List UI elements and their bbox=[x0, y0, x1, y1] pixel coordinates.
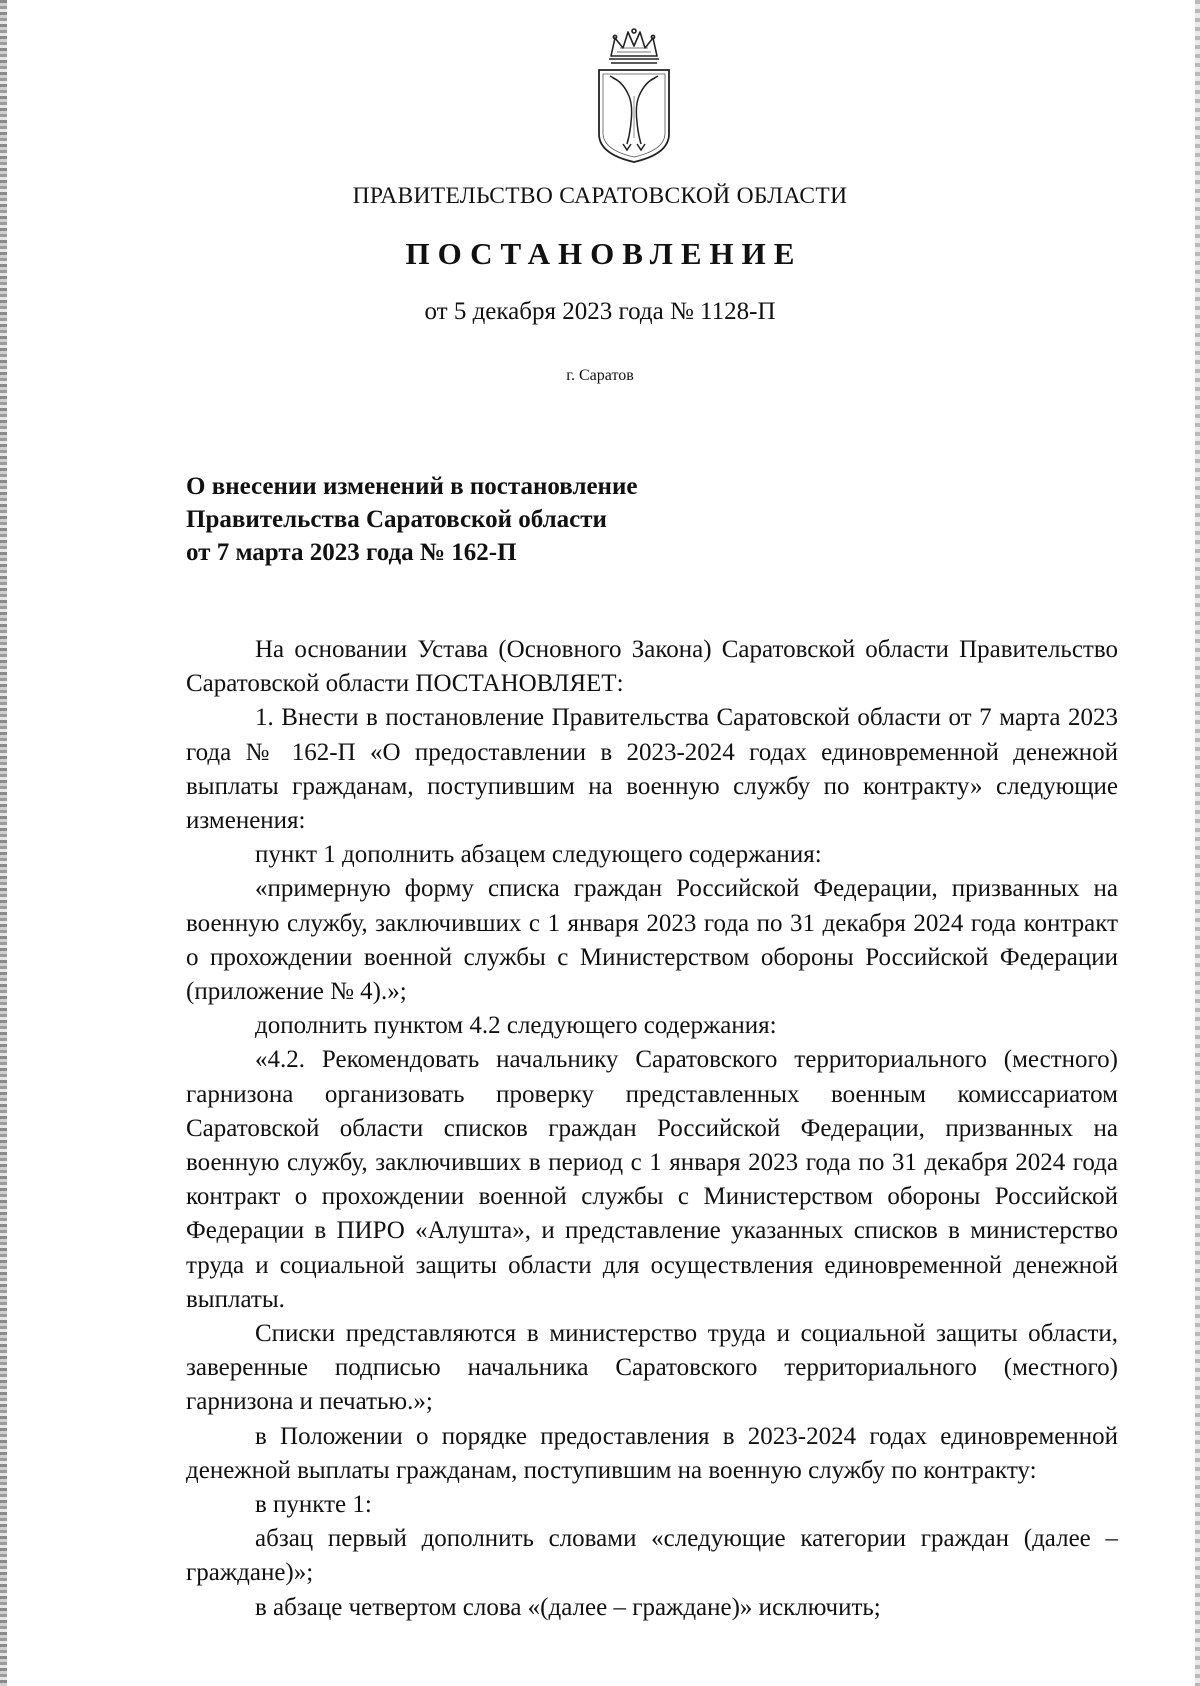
coat-of-arms-icon bbox=[593, 26, 675, 164]
body-paragraph: в пункте 1: bbox=[255, 1491, 372, 1519]
body-paragraph: На основании Устава (Основного Закона) Саратовской области Правительство Саратовской области ПОСТАНОВЛЯЕТ: bbox=[186, 636, 1118, 698]
document-type: ПОСТАНОВЛЕНИЕ bbox=[405, 236, 803, 271]
title-line: Правительства Саратовской области bbox=[186, 506, 607, 533]
body-paragraph: в абзаце четвертом слова «(далее – граждане)» исключить; bbox=[255, 1593, 881, 1621]
title-line: О внесении изменений в постановление bbox=[186, 473, 638, 500]
body-paragraph: абзац первый дополнить словами «следующие категории граждан (далее – граждане)»; bbox=[186, 1525, 1118, 1587]
body-paragraph: 1. Внести в постановление Правительства Саратовской области от 7 марта 2023 года № 162-П «О предоставлении в 2023-2024 годах единовременной денежной выплаты гражданам, поступившим на военную службу по контракту» следующие изменения: bbox=[186, 704, 1118, 835]
document-city: г. Саратов bbox=[566, 367, 634, 384]
body-paragraph: Списки представляются в министерство труда и социальной защиты области, заверенные подписью начальника Саратовского территориального (местного) гарнизона и печатью.»; bbox=[186, 1320, 1118, 1416]
body-paragraph: «примерную форму списка граждан Российской Федерации, призванных на военную службу, заключивших с 1 января 2023 года по 31 декабря 2024 года контракт о прохождении военной службы с Министерством обороны Российской Федерации (приложение № 4).»; bbox=[186, 875, 1118, 1006]
body-paragraph: дополнить пунктом 4.2 следующего содержания: bbox=[255, 1012, 777, 1040]
document-title bbox=[186, 470, 786, 569]
government-name: ПРАВИТЕЛЬСТВО САРАТОВСКОЙ ОБЛАСТИ bbox=[352, 183, 848, 209]
title-line: от 7 марта 2023 года № 162-П bbox=[186, 539, 517, 566]
body-paragraph: пункт 1 дополнить абзацем следующего содержания: bbox=[255, 841, 822, 869]
document-date-number: от 5 декабря 2023 года № 1128-П bbox=[424, 298, 776, 325]
document-body bbox=[186, 633, 1118, 1625]
body-paragraph: «4.2. Рекомендовать начальнику Саратовского территориального (местного) гарнизона организовать проверку представленных военным комиссариатом Саратовской области списков граждан Российской Федерации, призванных на военную службу, заключивших в период с 1 января 2023 года по 31 декабря 2024 года контракт о прохождении военной службы с Министерством обороны Российской Федерации в ПИРО «Алушта», и представление указанных списков в министерство труда и социальной защиты области для осуществления единовременной денежной выплаты. bbox=[186, 1046, 1118, 1313]
body-paragraph: в Положении о порядке предоставления в 2023-2024 годах единовременной денежной выплаты гражданам, поступившим на военную службу по контракту: bbox=[186, 1422, 1118, 1484]
